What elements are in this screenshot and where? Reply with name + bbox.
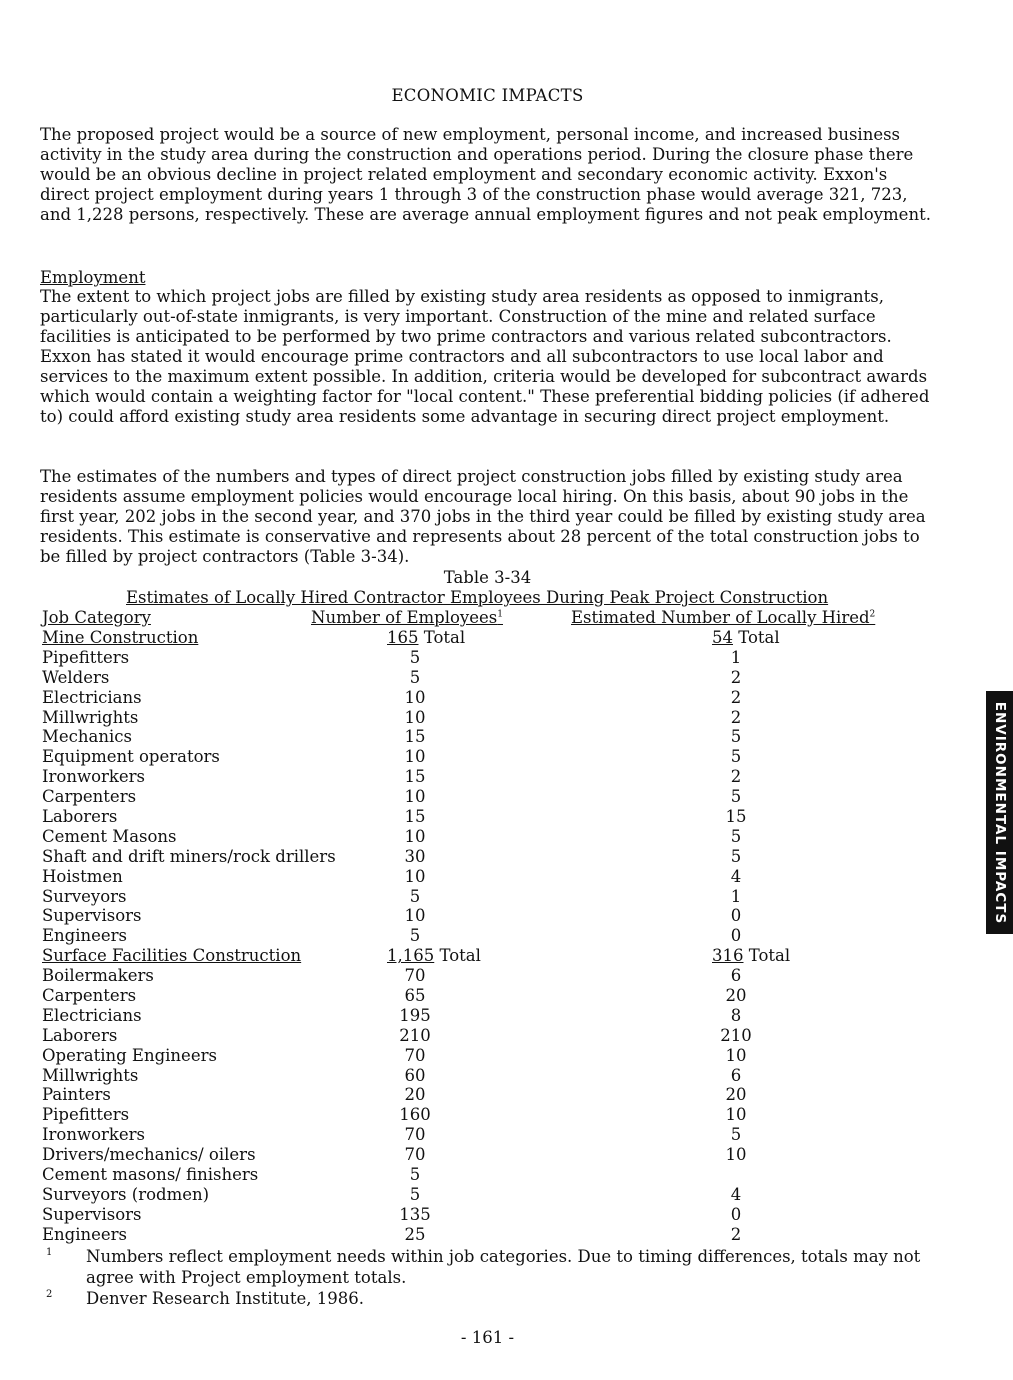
job-category: Millwrights	[42, 1065, 139, 1085]
table-title: Table 3-34	[443, 568, 532, 587]
employee-count: 60	[404, 1065, 426, 1085]
table-row	[0, 807, 975, 827]
table-row	[0, 1185, 975, 1205]
locally-hired-count: 210	[720, 1025, 752, 1045]
locally-hired-count: 5	[730, 846, 742, 866]
employee-count: 5	[409, 886, 421, 906]
section-total-locally-hired: 316 Total	[712, 946, 791, 966]
job-category: Hoistmen	[42, 866, 123, 886]
job-category: Supervisors	[42, 906, 142, 926]
employee-count: 10	[404, 906, 426, 926]
locally-hired-count: 1	[730, 886, 742, 906]
locally-hired-count: 8	[730, 1005, 742, 1025]
table-row	[0, 1006, 975, 1026]
employee-count: 70	[404, 1125, 426, 1145]
job-category: Operating Engineers	[42, 1045, 217, 1065]
job-category: Supervisors	[42, 1204, 142, 1224]
employee-count: 5	[409, 1165, 421, 1185]
employment-paragraph: The extent to which project jobs are filled by existing study area residents as opposed to inmigrants, particularly out-of-state inmigrants, is very important. Construction of the mine and related surface facilities is anticipated to be performed by two prime contractors and various related subcontractors. Exxon has stated it would encourage prime contractors and all subcontractors to use local labor and services to the maximum extent possible. In addition, criteria would be developed for subcontract awards which would contain a weighting factor for "local content." These preferential bidding policies (if adhered to) could afford existing study area residents some advantage in securing direct project employment.	[40, 287, 930, 426]
locally-hired-count: 0	[730, 906, 742, 926]
employee-count: 195	[399, 1005, 431, 1025]
footnote-1: 1 Numbers reflect employment needs within job categories. Due to timing differences, totals may not agree with Project employment totals.	[46, 1247, 921, 1287]
job-category: Ironworkers	[42, 1125, 146, 1145]
job-category: Painters	[42, 1085, 111, 1105]
table-row	[0, 1105, 975, 1125]
locally-hired-count: 5	[730, 1125, 742, 1145]
employee-count: 5	[409, 667, 421, 687]
job-category: Cement Masons	[42, 826, 177, 846]
table-row	[0, 986, 975, 1006]
job-category: Laborers	[42, 807, 118, 827]
intro-paragraph: The proposed project would be a source of new employment, personal income, and increased business activity in the study area during the construction and operations period. During the closure phase there would be an obvious decline in project related employment and secondary economic activity. Exxon's direct project employment during years 1 through 3 of the construction phase would average 321, 723, and 1,228 persons, respectively. These are average annual employment figures and not peak employment.	[40, 125, 931, 224]
employee-count: 160	[399, 1105, 431, 1125]
section-total-locally-hired: 54 Total	[712, 628, 780, 647]
job-category: Laborers	[42, 1025, 118, 1045]
employee-count: 70	[404, 1145, 426, 1165]
table-row	[0, 708, 975, 728]
job-category: Surveyors (rodmen)	[42, 1184, 210, 1204]
footnotes	[40, 1246, 940, 1309]
employee-count: 10	[404, 747, 426, 767]
section-total-employees: 1,165 Total	[387, 946, 481, 966]
locally-hired-count: 5	[730, 727, 742, 747]
job-category: Carpenters	[42, 986, 137, 1006]
table-row	[0, 648, 975, 668]
locally-hired-count: 4	[730, 1184, 742, 1204]
employee-count: 5	[409, 1184, 421, 1204]
job-category: Mechanics	[42, 727, 132, 747]
locally-hired-count: 6	[730, 966, 742, 986]
locally-hired-count: 6	[730, 1065, 742, 1085]
footnote-2: 2 Denver Research Institute, 1986.	[46, 1289, 364, 1308]
locally-hired-count: 20	[725, 1085, 747, 1105]
locally-hired-count: 5	[730, 826, 742, 846]
page-number: - 161 -	[460, 1328, 515, 1347]
table-row	[0, 1145, 975, 1165]
table-row	[0, 906, 975, 926]
job-category: Welders	[42, 667, 110, 687]
table-row	[0, 688, 975, 708]
job-category: Equipment operators	[42, 747, 220, 767]
table-row	[0, 966, 975, 986]
locally-hired-count: 10	[725, 1105, 747, 1125]
section-label: Surface Facilities Construction	[42, 946, 302, 966]
estimates-paragraph: The estimates of the numbers and types of direct project construction jobs filled by existing study area residents assume employment policies would encourage local hiring. On this basis, about 90 jobs in the first year, 202 jobs in the second year, and 370 jobs in the third year could be filled by existing study area residents. This estimate is conservative and represents about 28 percent of the total construction jobs to be filled by project contractors (Table 3-34).	[40, 467, 926, 566]
table-row	[0, 847, 975, 867]
job-category: Ironworkers	[42, 767, 146, 787]
employee-count: 15	[404, 767, 426, 787]
table-row	[0, 1165, 975, 1185]
table-caption: Estimates of Locally Hired Contractor Employees During Peak Project Construction	[126, 588, 829, 607]
table-row	[0, 926, 975, 946]
employment-subheading: Employment	[40, 268, 146, 287]
employee-count: 70	[404, 966, 426, 986]
column-header-locally-hired: Estimated Number of Locally Hired$^2$	[571, 608, 876, 627]
job-category: Surveyors	[42, 886, 127, 906]
locally-hired-count: 2	[730, 707, 742, 727]
column-header-number-of-employees: Number of Employees$^1$	[311, 608, 503, 627]
job-category: Electricians	[42, 687, 142, 707]
job-category: Pipefitters	[42, 647, 130, 667]
employee-count: 65	[404, 986, 426, 1006]
section-heading: ECONOMIC IMPACTS	[391, 86, 584, 105]
table-section-surface	[0, 946, 975, 966]
job-category: Drivers/mechanics/ oilers	[42, 1145, 256, 1165]
employment-table	[0, 628, 975, 1245]
locally-hired-count: 2	[730, 667, 742, 687]
table-row	[0, 668, 975, 688]
section-label: Mine Construction	[42, 628, 199, 647]
employee-count: 5	[409, 926, 421, 946]
footnote-ref-2: 2	[869, 609, 876, 620]
job-category: Electricians	[42, 1005, 142, 1025]
table-row	[0, 767, 975, 787]
section-side-tab: ENVIRONMENTAL IMPACTS	[986, 691, 1013, 934]
table-row	[0, 1085, 975, 1105]
table-row	[0, 1125, 975, 1145]
table-row	[0, 827, 975, 847]
locally-hired-count: 2	[730, 767, 742, 787]
employee-count: 5	[409, 647, 421, 667]
locally-hired-count: 2	[730, 1224, 742, 1244]
footnote-ref-1: 1	[497, 609, 503, 620]
job-category: Shaft and drift miners/rock drillers	[42, 846, 336, 866]
locally-hired-count: 4	[730, 866, 742, 886]
locally-hired-count: 20	[725, 986, 747, 1006]
employee-count: 15	[404, 807, 426, 827]
employee-count: 10	[404, 866, 426, 886]
table-row	[0, 1225, 975, 1245]
employee-count: 210	[399, 1025, 431, 1045]
section-total-employees: 165 Total	[387, 628, 466, 647]
locally-hired-count: 15	[725, 807, 747, 827]
table-row	[0, 1066, 975, 1086]
table-row	[0, 787, 975, 807]
table-row	[0, 887, 975, 907]
job-category: Engineers	[42, 926, 128, 946]
locally-hired-count: 5	[730, 747, 742, 767]
employee-count: 135	[399, 1204, 431, 1224]
job-category: Engineers	[42, 1224, 128, 1244]
column-header-job-category: Job Category	[42, 608, 151, 627]
employee-count: 15	[404, 727, 426, 747]
locally-hired-count: 10	[725, 1145, 747, 1165]
job-category: Millwrights	[42, 707, 139, 727]
locally-hired-count: 5	[730, 787, 742, 807]
employee-count: 30	[404, 846, 426, 866]
table-row	[0, 1046, 975, 1066]
table-row	[0, 867, 975, 887]
table-row	[0, 727, 975, 747]
table-section-mine	[0, 628, 975, 648]
table-row	[0, 747, 975, 767]
job-category: Boilermakers	[42, 966, 154, 986]
employee-count: 10	[404, 787, 426, 807]
employee-count: 10	[404, 826, 426, 846]
employee-count: 70	[404, 1045, 426, 1065]
job-category: Pipefitters	[42, 1105, 130, 1125]
locally-hired-count: 10	[725, 1045, 747, 1065]
table-row	[0, 1026, 975, 1046]
employee-count: 10	[404, 707, 426, 727]
locally-hired-count: 0	[730, 1204, 742, 1224]
employee-count: 10	[404, 687, 426, 707]
job-category: Carpenters	[42, 787, 137, 807]
locally-hired-count: 1	[730, 647, 742, 667]
employee-count: 25	[404, 1224, 426, 1244]
locally-hired-count: 2	[730, 687, 742, 707]
job-category: Cement masons/ finishers	[42, 1165, 259, 1185]
table-row	[0, 1205, 975, 1225]
employee-count: 20	[404, 1085, 426, 1105]
locally-hired-count: 0	[730, 926, 742, 946]
